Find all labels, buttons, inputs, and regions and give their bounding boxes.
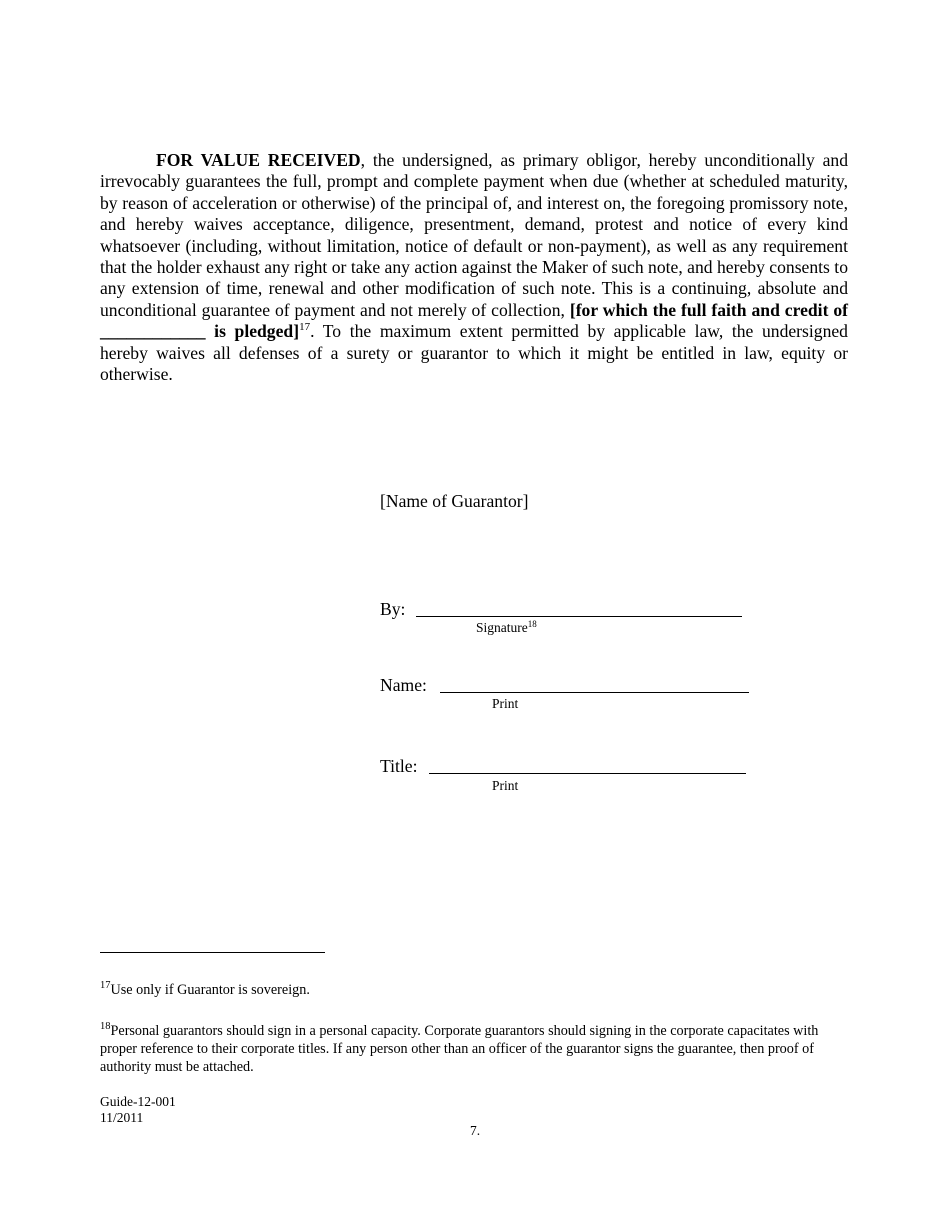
guarantor-name-placeholder: [Name of Guarantor] (380, 491, 529, 511)
footnote-17 (100, 981, 848, 999)
signature-caption-text: Signature (476, 620, 528, 635)
signature-caption (476, 620, 537, 636)
footnote-17-text: Use only if Guarantor is sovereign. (110, 982, 310, 998)
footnote-separator (100, 952, 325, 953)
page-number: 7. (470, 1123, 481, 1138)
pledge-clause: [for which the full faith and credit of ____________ is pledged] (100, 299, 849, 342)
title-line[interactable] (429, 773, 746, 774)
footnote-ref-17[interactable]: 17 (299, 321, 311, 334)
document-identifier (100, 1094, 176, 1126)
guarantee-text-part-2: . To the maximum extent permitted by applicable law, the undersigned hereby waives all defenses of a surety or guarantor to which it might be entitled in law, equity or otherwise. (100, 321, 848, 385)
guarantee-paragraph (100, 150, 848, 385)
title-print-caption: Print (492, 778, 519, 793)
name-label: Name: (380, 675, 427, 695)
name-print-caption: Print (492, 696, 519, 711)
by-label: By: (380, 599, 406, 619)
doc-date: 11/2011 (100, 1110, 144, 1125)
footnote-ref-18[interactable]: 18 (527, 619, 537, 629)
for-value-received-heading: FOR VALUE RECEIVED (156, 150, 361, 170)
name-line[interactable] (440, 692, 749, 693)
title-label: Title: (380, 756, 418, 776)
signature-line[interactable] (416, 616, 742, 617)
footnote-18-number: 18 (100, 1021, 111, 1032)
footnote-18-text: Personal guarantors should sign in a personal capacity. Corporate guarantors should signing in the corporate capacitates with proper reference to their corporate titles. If any person other than an officer of the guarantor signs the guarantee, then proof of authority must be attached. (100, 1023, 819, 1075)
footnote-18 (100, 1022, 848, 1076)
guarantee-text-part-1: , the undersigned, as primary obligor, hereby unconditionally and irrevocably guarantees the full, prompt and complete payment when due (whether at scheduled maturity, by reason of acceleration or otherwise) of the principal of, and interest on, the foregoing promissory note, and hereby waives acceptance, diligence, presentment, demand, protest and notice of every kind whatsoever (including, without limitation, notice of default or non-payment), as well as any requirement that the holder exhaust any right or take any action against the Maker of such note, and hereby consents to any extension of time, renewal and other modification of such note. This is a continuing, absolute and unconditional guarantee of payment and not merely of collection, (100, 150, 848, 320)
footnote-17-number: 17 (100, 980, 111, 991)
doc-number: Guide-12-001 (100, 1094, 176, 1109)
